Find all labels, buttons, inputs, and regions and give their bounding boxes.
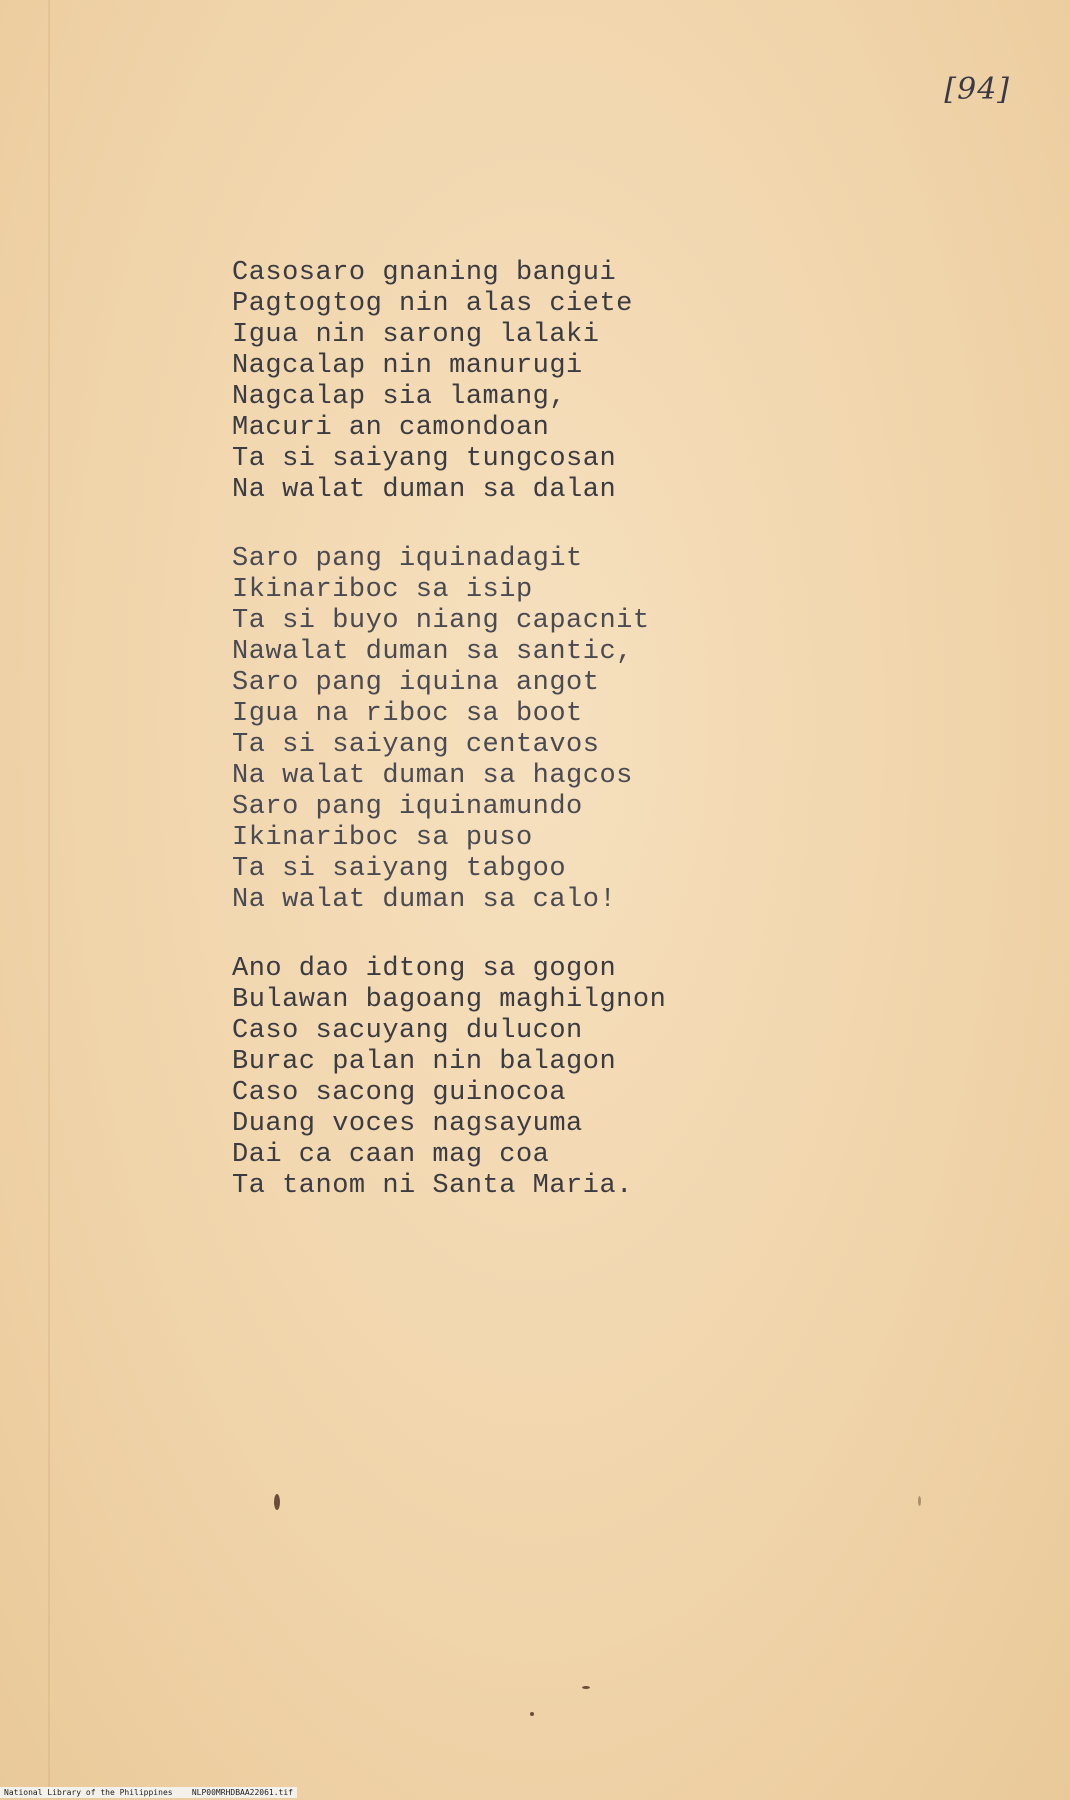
poem-body [232, 258, 752, 1240]
poem-line: Na walat duman sa dalan [232, 475, 617, 505]
stanza-1 [232, 258, 752, 506]
poem-line: Igua na riboc sa boot [232, 699, 583, 729]
poem-line: Duang voces nagsayuma [232, 1109, 583, 1139]
scan-footer [0, 1787, 297, 1798]
poem-line: Dai ca caan mag coa [232, 1140, 550, 1170]
poem-line: Burac palan nin balagon [232, 1047, 617, 1077]
poem-line: Na walat duman sa hagcos [232, 761, 633, 791]
poem-line: Saro pang iquinamundo [232, 792, 583, 822]
poem-line: Ta si saiyang tungcosan [232, 444, 617, 474]
poem-line: Ta tanom ni Santa Maria. [232, 1171, 633, 1201]
poem-line: Bulawan bagoang maghilgnon [232, 985, 667, 1015]
poem-line: Ta si saiyang tabgoo [232, 854, 567, 884]
poem-line: Ikinariboc sa isip [232, 575, 533, 605]
poem-line: Nagcalap sia lamang, [232, 382, 567, 412]
ink-speck [918, 1496, 921, 1506]
poem-line: Ta si buyo niang capacnit [232, 606, 650, 636]
poem-line: Casosaro gnaning bangui [232, 258, 617, 288]
footer-filename: NLP00MRHDBAA22061.tif [191, 1788, 293, 1797]
poem-line: Ikinariboc sa puso [232, 823, 533, 853]
poem-line: Caso sacong guinocoa [232, 1078, 567, 1108]
poem-line: Caso sacuyang dulucon [232, 1016, 583, 1046]
poem-line: Ta si saiyang centavos [232, 730, 600, 760]
ink-speck [274, 1494, 280, 1510]
poem-line: Nagcalap nin manurugi [232, 351, 583, 381]
poem-line: Igua nin sarong lalaki [232, 320, 600, 350]
stanza-3 [232, 954, 752, 1202]
stanza-2 [232, 544, 752, 916]
poem-line: Macuri an camondoan [232, 413, 550, 443]
poem-line: Ano dao idtong sa gogon [232, 954, 617, 984]
ink-speck [530, 1712, 534, 1716]
poem-line: Saro pang iquina angot [232, 668, 600, 698]
ink-speck [582, 1686, 590, 1689]
poem-line: Pagtogtog nin alas ciete [232, 289, 633, 319]
poem-line: Nawalat duman sa santic, [232, 637, 633, 667]
page-number: [94] [944, 72, 1010, 107]
poem-line: Saro pang iquinadagit [232, 544, 583, 574]
paper-fold-line [48, 0, 50, 1790]
poem-line: Na walat duman sa calo! [232, 885, 617, 915]
footer-institution: National Library of the Philippines [4, 1788, 173, 1797]
